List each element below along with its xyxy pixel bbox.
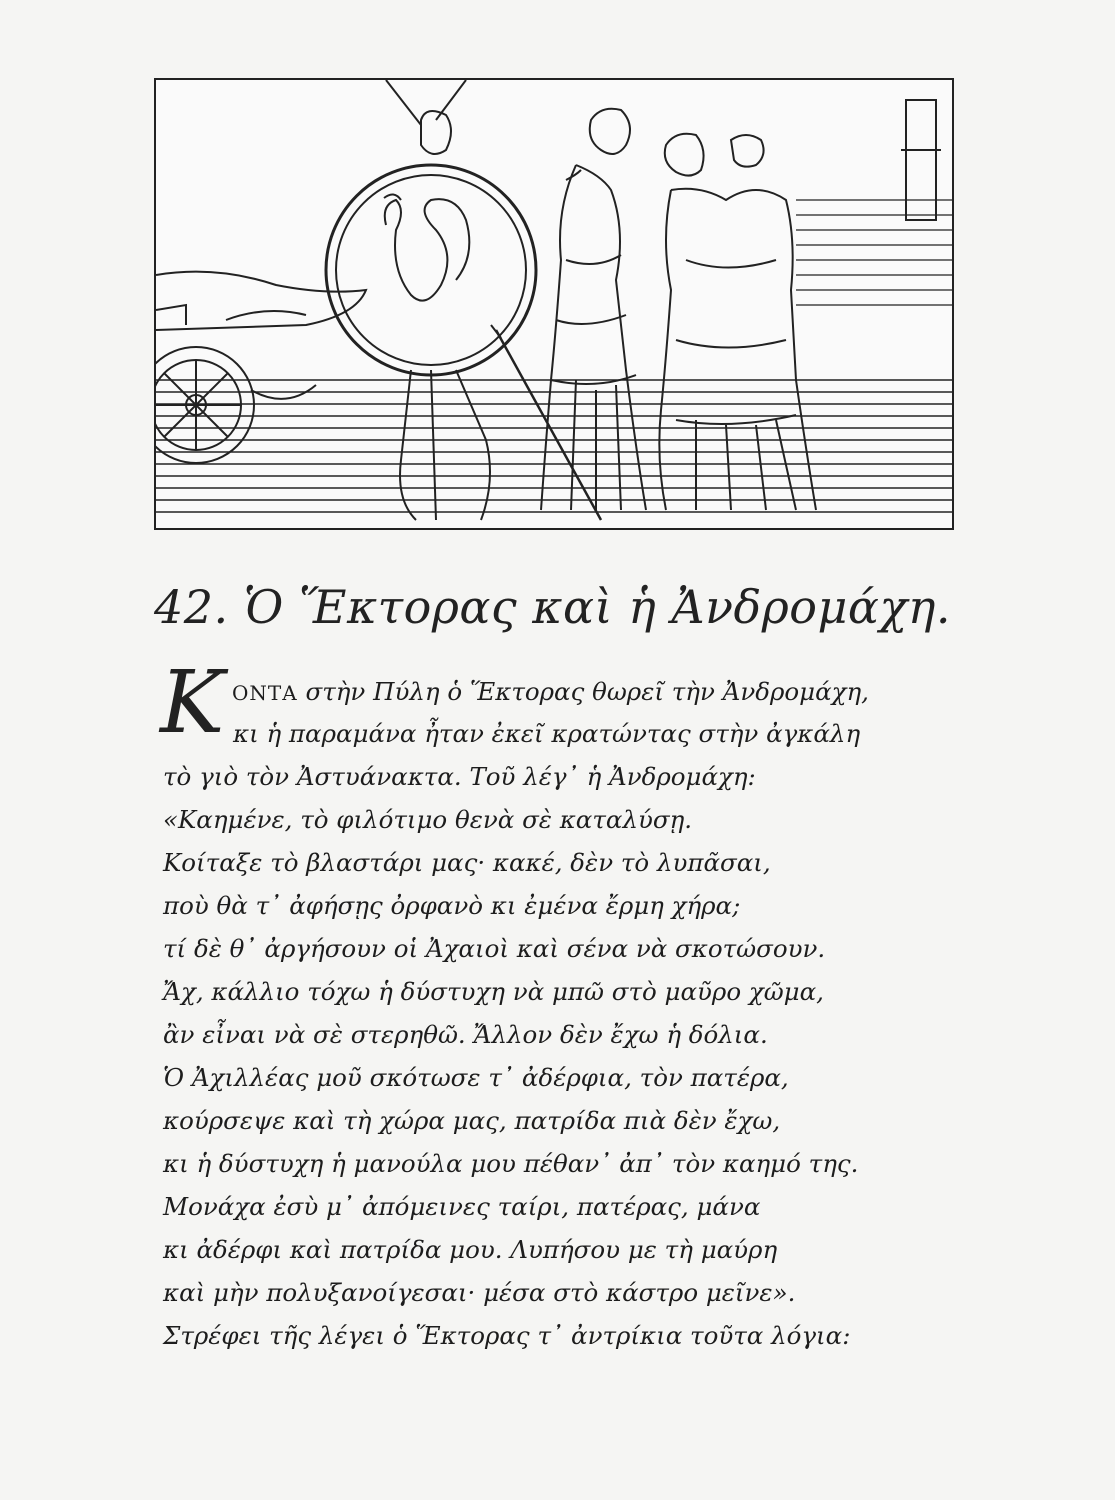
verse-line: καὶ μὴν πολυξανοίγεσαι· μέσα στὸ κάστρο μεῖνε». [163,1278,796,1307]
first-word: ΟΝΤΑ [232,681,298,705]
verse-line: Κοίταξε τὸ βλαστάρι μας· κακέ, δὲν τὸ λυπᾶσαι, [163,848,771,877]
verse-line: κι ἀδέρφι καὶ πατρίδα μου. Λυπήσου με τὴ μαύρη [163,1235,778,1264]
verse-line: Μονάχα ἐσὺ μ᾽ ἀπόμεινες ταίρι, πατέρας, μάνα [163,1192,761,1221]
verse-line: «Καημένε, τὸ φιλότιμο θενὰ σὲ καταλύσῃ. [163,805,693,834]
first-line-rest: στὴν Πύλη ὁ Ἕκτορας θωρεῖ τὴν Ἀνδρομάχη, [297,677,869,706]
chariot-drawing [156,272,366,463]
verse-line-1 [232,677,869,706]
verse-line: Ἄχ, κάλλιο τόχω ἡ δύστυχη νὰ μπῶ στὸ μαῦρο χῶμα, [163,977,824,1006]
hector-figure [326,80,601,520]
nurse-with-child-figure [659,134,816,510]
verse-line: Ὁ Ἀχιλλέας μοῦ σκότωσε τ᾽ ἀδέρφια, τὸν πατέρα, [163,1063,789,1092]
verse-line: τὸ γιὸ τὸν Ἀστυάνακτα. Τοῦ λέγ᾽ ἡ Ἀνδρομάχη: [163,762,756,791]
verse-line: ποὺ θὰ τ᾽ ἀφήσῃς ὀρφανὸ κι ἐμένα ἔρμη χήρα; [163,891,741,920]
poem-title: 42. Ὁ Ἕκτορας καὶ ἡ Ἀνδρομάχη. [153,580,952,634]
verse-line: τί δὲ θ᾽ ἀργήσουν οἱ Ἀχαιοὶ καὶ σένα νὰ σκοτώσουν. [163,934,826,963]
verse-line: ἂν εἶναι νὰ σὲ στερηθῶ. Ἄλλον δὲν ἔχω ἡ δόλια. [163,1020,768,1049]
andromache-figure [541,109,646,510]
verse-line: κι ἡ παραμάνα ἦταν ἐκεῖ κρατώντας στὴν ἀγκάλη [233,719,861,748]
floor-hatching [156,380,952,512]
hector-andromache-illustration [154,78,954,530]
dropcap-letter: Κ [160,653,225,753]
verse-line: Στρέφει τῆς λέγει ὁ Ἕκτορας τ᾽ ἀντρίκια τοῦτα λόγια: [163,1321,851,1350]
verse-line: κούρσεψε καὶ τὴ χώρα μας, πατρίδα πιὰ δὲν ἔχω, [163,1106,781,1135]
verse-line: κι ἡ δύστυχη ἡ μανούλα μου πέθαν᾽ ἀπ᾽ τὸν καημό της. [163,1149,859,1178]
